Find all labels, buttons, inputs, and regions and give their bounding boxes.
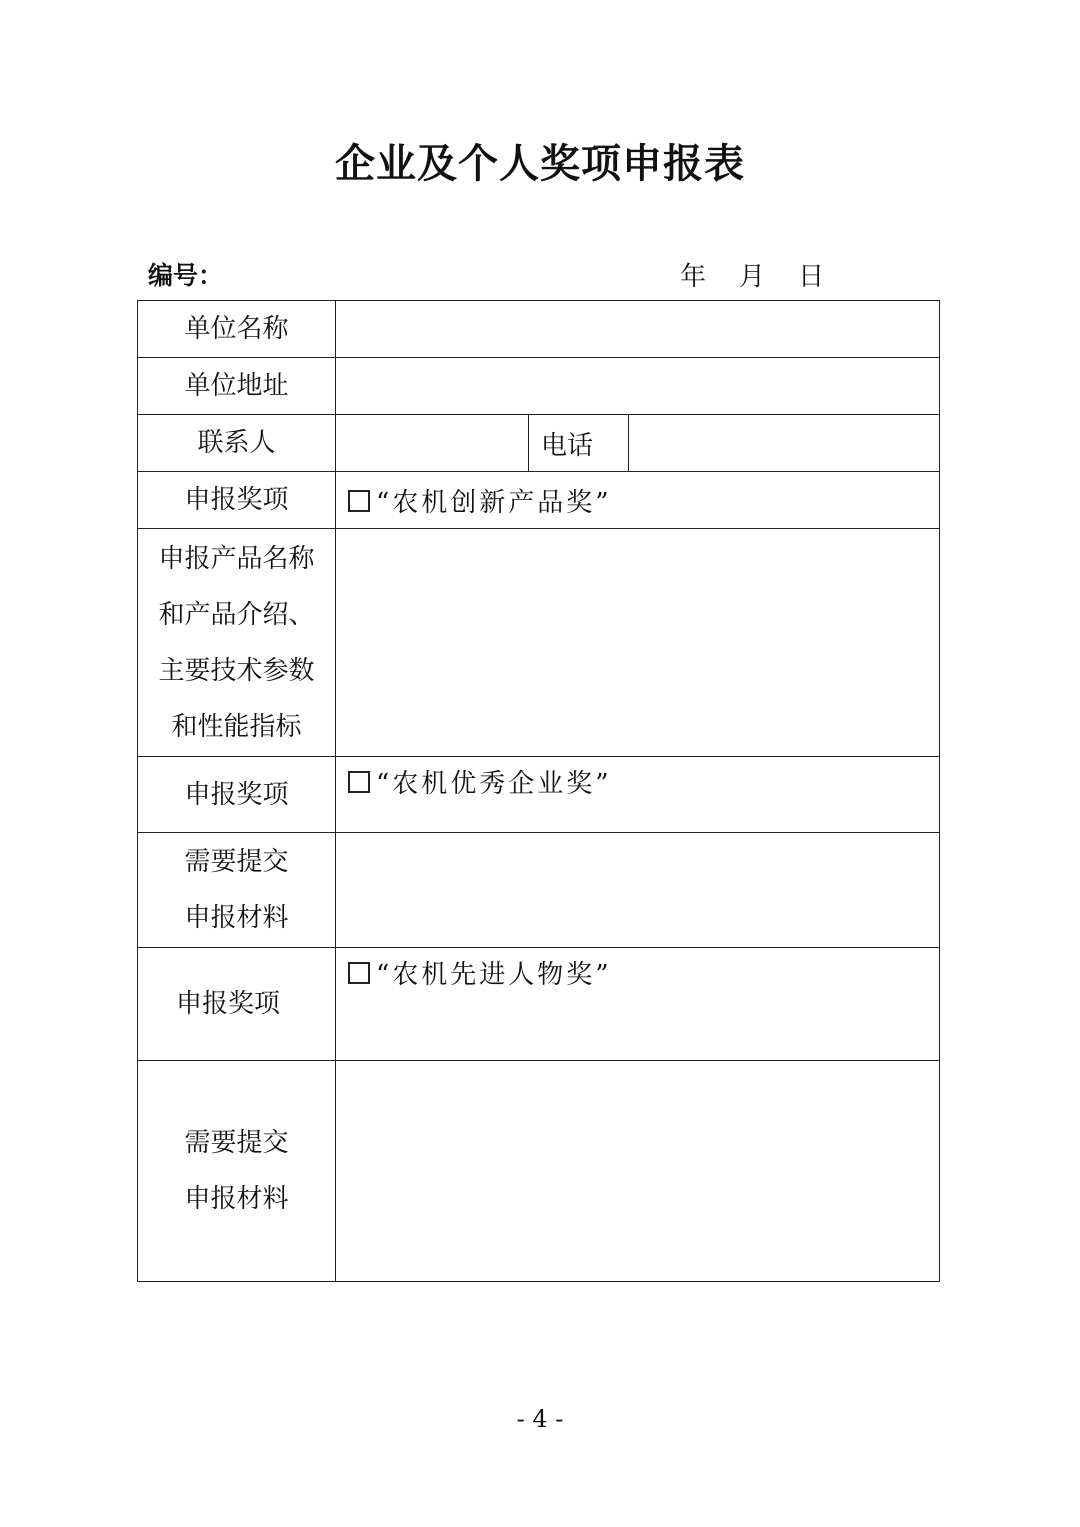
award-option-product [336,472,940,529]
checkbox-product-award[interactable] [348,490,370,512]
serial-number-label: 编号： [148,261,224,290]
product-info-label: 申报产品名称和产品介绍、主要技术参数和性能指标 [138,529,336,757]
page-title: 企业及个人奖项申报表 [335,140,745,187]
award-option-enterprise [336,757,940,833]
page-number: - 4 - [516,1405,564,1433]
contact-label: 联系人 [138,415,336,472]
contact-field[interactable] [336,415,529,472]
unit-address-label: 单位地址 [138,358,336,415]
materials-field-person[interactable] [336,1060,940,1281]
product-info-field[interactable] [336,529,940,757]
award-option-product-text: “农机创新产品奖” [376,487,612,518]
unit-address-field[interactable] [336,358,940,415]
award-option-person [336,947,940,1060]
unit-name-label: 单位名称 [138,301,336,358]
materials-label-person: 需要提交申报材料 [138,1060,336,1281]
checkbox-person-award[interactable] [348,962,370,984]
date-field: 年 月 日 [680,262,825,292]
materials-label-enterprise: 需要提交申报材料 [138,833,336,947]
award-label-person: 申报奖项 [138,947,336,1060]
award-label-product: 申报奖项 [138,472,336,529]
award-option-enterprise-text: “农机优秀企业奖” [376,769,612,800]
application-form [137,300,940,1282]
award-option-person-text: “农机先进人物奖” [376,959,612,990]
unit-name-field[interactable] [336,301,940,358]
materials-field-enterprise[interactable] [336,833,940,947]
award-label-enterprise: 申报奖项 [138,757,336,833]
phone-label: 电话 [529,415,629,472]
phone-field[interactable] [629,415,940,472]
checkbox-enterprise-award[interactable] [348,771,370,793]
